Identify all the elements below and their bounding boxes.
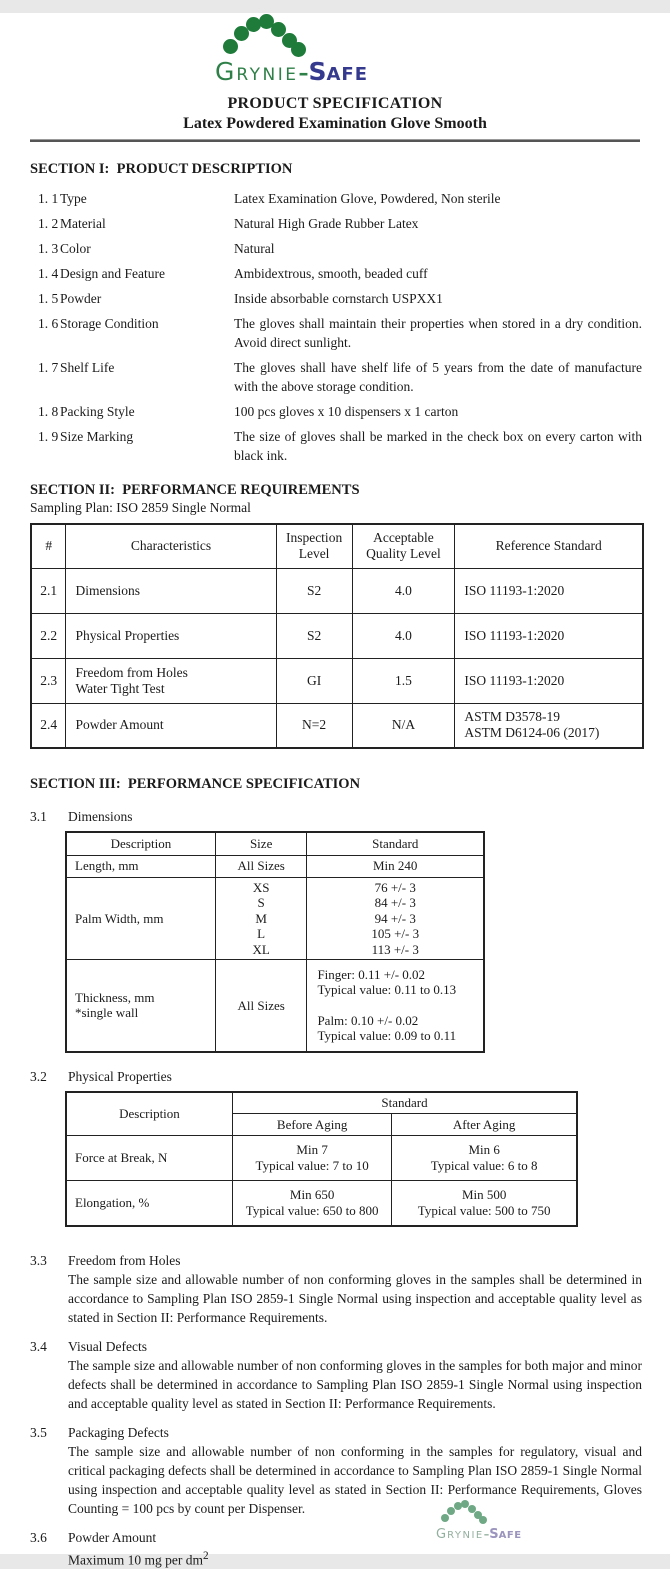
cell-reference [455,703,643,748]
cell-reference: ISO 11193-1:2020 [455,658,643,703]
cell-size: All Sizes [215,855,307,877]
value-line: Min 7 [238,1142,386,1158]
brand-name [436,1523,522,1542]
item-value: Inside absorbable cornstarch USPXX1 [234,289,642,308]
standard-line: Typical value: 0.09 to 0.11 [317,1028,478,1044]
spec-item [30,214,642,233]
logo-dot-icon [223,39,238,54]
brand-dash: – [484,1528,490,1541]
cell-inspection: GI [276,658,352,703]
section2-heading: SECTION II: PERFORMANCE REQUIREMENTS [30,482,642,499]
value-line: Typical value: 500 to 750 [397,1203,571,1219]
brand-grynie-initial: G [436,1527,447,1542]
subsection-number: 3.4 [30,1337,68,1413]
cell-after [392,1181,577,1226]
cell-description: Force at Break, N [66,1136,232,1181]
cell-num: 2.1 [31,568,66,613]
item-number: 1. 3 [30,239,60,258]
col-header-standard: Standard [232,1092,577,1114]
subsection-title: Visual Defects [68,1337,642,1356]
subsection-title: Powder Amount [68,1528,642,1547]
item-number: 1. 9 [30,427,60,465]
item-label: Size Marking [60,427,234,465]
cell-num: 2.2 [31,613,66,658]
item-value: The gloves shall maintain their properties when stored in a dry condition. Avoid direct sunlight. [234,314,642,352]
table-row [31,613,643,658]
size-line: XS [221,880,302,896]
brand-grynie-rest: RYNIE [447,1530,484,1541]
physical-properties-table [65,1091,578,1227]
value-line: Min 500 [397,1187,571,1203]
brand-grynie-initial: G [215,57,236,86]
header-divider [30,139,640,142]
item-value: The gloves shall have shelf life of 5 years from the date of manufacture with the above storage condition. [234,358,642,396]
cell-description: Elongation, % [66,1181,232,1226]
cell-characteristics: Physical Properties [66,613,276,658]
powder-amount-value: Maximum 10 mg per dm [68,1552,203,1567]
subsection-number: 3.3 [30,1251,68,1327]
spec-item [30,402,642,421]
table-row-palm-width [66,877,484,960]
cell-size [215,877,307,960]
table-row-length [66,855,484,877]
table-row [31,658,643,703]
spec-item [30,358,642,396]
spec-item [30,239,642,258]
item-value: Latex Examination Glove, Powdered, Non sterile [234,189,642,208]
table-header-row [66,1092,577,1114]
logo-dot-icon [441,1514,449,1522]
item-value: 100 pcs gloves x 10 dispensers x 1 carton [234,402,642,421]
table-row-elongation [66,1181,577,1226]
subsection-number: 3.5 [30,1423,68,1518]
item-value: Ambidextrous, smooth, beaded cuff [234,264,642,283]
cell-line: ASTM D3578-19 [464,709,637,725]
dimensions-table [65,831,485,1053]
item-number: 1. 4 [30,264,60,283]
cell-num: 2.4 [31,703,66,748]
brand-safe-initial: S [489,1527,498,1542]
sampling-plan-note: Sampling Plan: ISO 2859 Single Normal [30,500,642,516]
cell-characteristics [66,658,276,703]
spec-item [30,264,642,283]
item-number: 1. 1 [30,189,60,208]
item-value: Natural High Grade Rubber Latex [234,214,642,233]
col-header-aql: Acceptable Quality Level [352,524,455,568]
item-number: 1. 6 [30,314,60,352]
col-header-inspection: Inspection Level [276,524,352,568]
brand-safe-rest: AFE [499,1530,522,1541]
cell-aql: 1.5 [352,658,455,703]
subsection-number: 3.1 [30,807,68,826]
col-header-size: Size [215,832,307,855]
cell-aql: 4.0 [352,613,455,658]
item-number: 1. 5 [30,289,60,308]
subsection-3-3 [30,1251,642,1327]
description-line: *single wall [75,1005,210,1021]
subsection-number: 3.6 [30,1528,68,1569]
col-header-after-aging: After Aging [392,1114,577,1136]
cell-reference: ISO 11193-1:2020 [455,568,643,613]
cell-aql: N/A [352,703,455,748]
standard-line: 113 +/- 3 [312,942,478,958]
standard-line: 84 +/- 3 [312,895,478,911]
cell-before [232,1136,391,1181]
cell-description: Palm Width, mm [66,877,215,960]
cell-description: Length, mm [66,855,215,877]
footer-watermark-logo [436,1499,556,1543]
cell-reference: ISO 11193-1:2020 [455,613,643,658]
cell-description [66,960,215,1052]
item-number: 1. 7 [30,358,60,396]
document-subtitle: Latex Powdered Examination Glove Smooth [0,115,670,133]
cell-before [232,1181,391,1226]
company-logo [215,13,455,89]
size-line: M [221,911,302,927]
cell-standard [307,877,484,960]
subsection-3-1 [30,807,642,826]
subsection-title: Packaging Defects [68,1423,642,1442]
subsection-3-2 [30,1067,642,1086]
col-header-characteristics: Characteristics [66,524,276,568]
table-row-force [66,1136,577,1181]
item-label: Packing Style [60,402,234,421]
cell-inspection: N=2 [276,703,352,748]
size-line: XL [221,942,302,958]
table-header-row [66,832,484,855]
col-header-description: Description [66,832,215,855]
brand-safe-rest: AFE [326,64,368,85]
spec-item [30,289,642,308]
item-number: 1. 2 [30,214,60,233]
performance-requirements-table [30,523,644,749]
col-header-description: Description [66,1092,232,1136]
value-line: Typical value: 7 to 10 [238,1158,386,1174]
item-value: Natural [234,239,642,258]
value-line: Typical value: 650 to 800 [238,1203,386,1219]
standard-line: 76 +/- 3 [312,880,478,896]
standard-line: Typical value: 0.11 to 0.13 [317,982,478,998]
standard-line: 94 +/- 3 [312,911,478,927]
item-value: The size of gloves shall be marked in the check box on every carton with black ink. [234,427,642,465]
size-line: L [221,926,302,942]
item-label: Color [60,239,234,258]
document-page [0,13,670,1554]
col-header-standard: Standard [307,832,484,855]
cell-aql: 4.0 [352,568,455,613]
subsection-text: The sample size and allowable number of non conforming in the samples for regulatory, visual and critical packaging defects shall be determined in accordance to Sampling Plan ISO 2859-1 Single Normal using inspection and acceptable quality level as stated in Section II: Performance Requirements, Gloves Counting = 100 pcs by count per Dispenser. [68,1442,642,1518]
cell-line: ASTM D6124-06 (2017) [464,725,637,741]
subsection-text: The sample size and allowable number of non conforming gloves in the samples for both major and minor defects shall be determined in accordance to Sampling Plan ISO 2859-1 Single Normal using inspection and acceptable quality level as stated in Section II: Performance Requirements. [68,1356,642,1413]
superscript: 2 [203,1550,209,1562]
brand-name [215,57,368,86]
cell-characteristics: Dimensions [66,568,276,613]
brand-safe-initial: S [308,57,326,86]
value-line: Min 650 [238,1187,386,1203]
description-line: Thickness, mm [75,990,210,1006]
standard-line: 105 +/- 3 [312,926,478,942]
table-row [31,703,643,748]
cell-standard: Min 240 [307,855,484,877]
cell-standard [307,960,484,1052]
col-header-before-aging: Before Aging [232,1114,391,1136]
item-label: Type [60,189,234,208]
cell-inspection: S2 [276,568,352,613]
cell-characteristics: Powder Amount [66,703,276,748]
section3-heading: SECTION III: PERFORMANCE SPECIFICATION [30,776,642,793]
spec-item [30,427,642,465]
brand-grynie-rest: RYNIE [236,65,298,85]
cell-inspection: S2 [276,613,352,658]
subsection-text: The sample size and allowable number of non conforming gloves in the samples shall be determined in accordance to Sampling Plan ISO 2859-1 Single Normal using inspection and acceptable quality level as stated in Section II: Performance Requirements. [68,1270,642,1327]
value-line: Typical value: 6 to 8 [397,1158,571,1174]
item-label: Material [60,214,234,233]
item-number: 1. 8 [30,402,60,421]
cell-after [392,1136,577,1181]
logo-dot-icon [291,42,306,57]
standard-line: Finger: 0.11 +/- 0.02 [317,967,478,983]
item-label: Powder [60,289,234,308]
spacer [317,998,478,1013]
brand-dash: – [298,61,308,85]
subsection-3-4 [30,1337,642,1413]
section1-heading: SECTION I: PRODUCT DESCRIPTION [30,161,642,178]
cell-line: Water Tight Test [75,681,270,697]
document-title: PRODUCT SPECIFICATION [0,95,670,113]
cell-size: All Sizes [215,960,307,1052]
standard-line: Palm: 0.10 +/- 0.02 [317,1013,478,1029]
item-label: Storage Condition [60,314,234,352]
subsection-title: Dimensions [68,807,642,826]
cell-num: 2.3 [31,658,66,703]
subsection-title: Physical Properties [68,1067,642,1086]
table-header-row [31,524,643,568]
col-header-num: # [31,524,66,568]
subsection-body [68,1251,642,1327]
table-row-thickness [66,960,484,1052]
value-line: Min 6 [397,1142,571,1158]
cell-line: Freedom from Holes [75,665,270,681]
size-line: S [221,895,302,911]
col-header-reference: Reference Standard [455,524,643,568]
spec-item [30,189,642,208]
item-label: Design and Feature [60,264,234,283]
item-label: Shelf Life [60,358,234,396]
subsection-number: 3.2 [30,1067,68,1086]
subsection-body [68,1337,642,1413]
table-row [31,568,643,613]
subsection-text [68,1547,642,1569]
spec-item [30,314,642,352]
subsection-title: Freedom from Holes [68,1251,642,1270]
document-title-block [0,95,670,133]
